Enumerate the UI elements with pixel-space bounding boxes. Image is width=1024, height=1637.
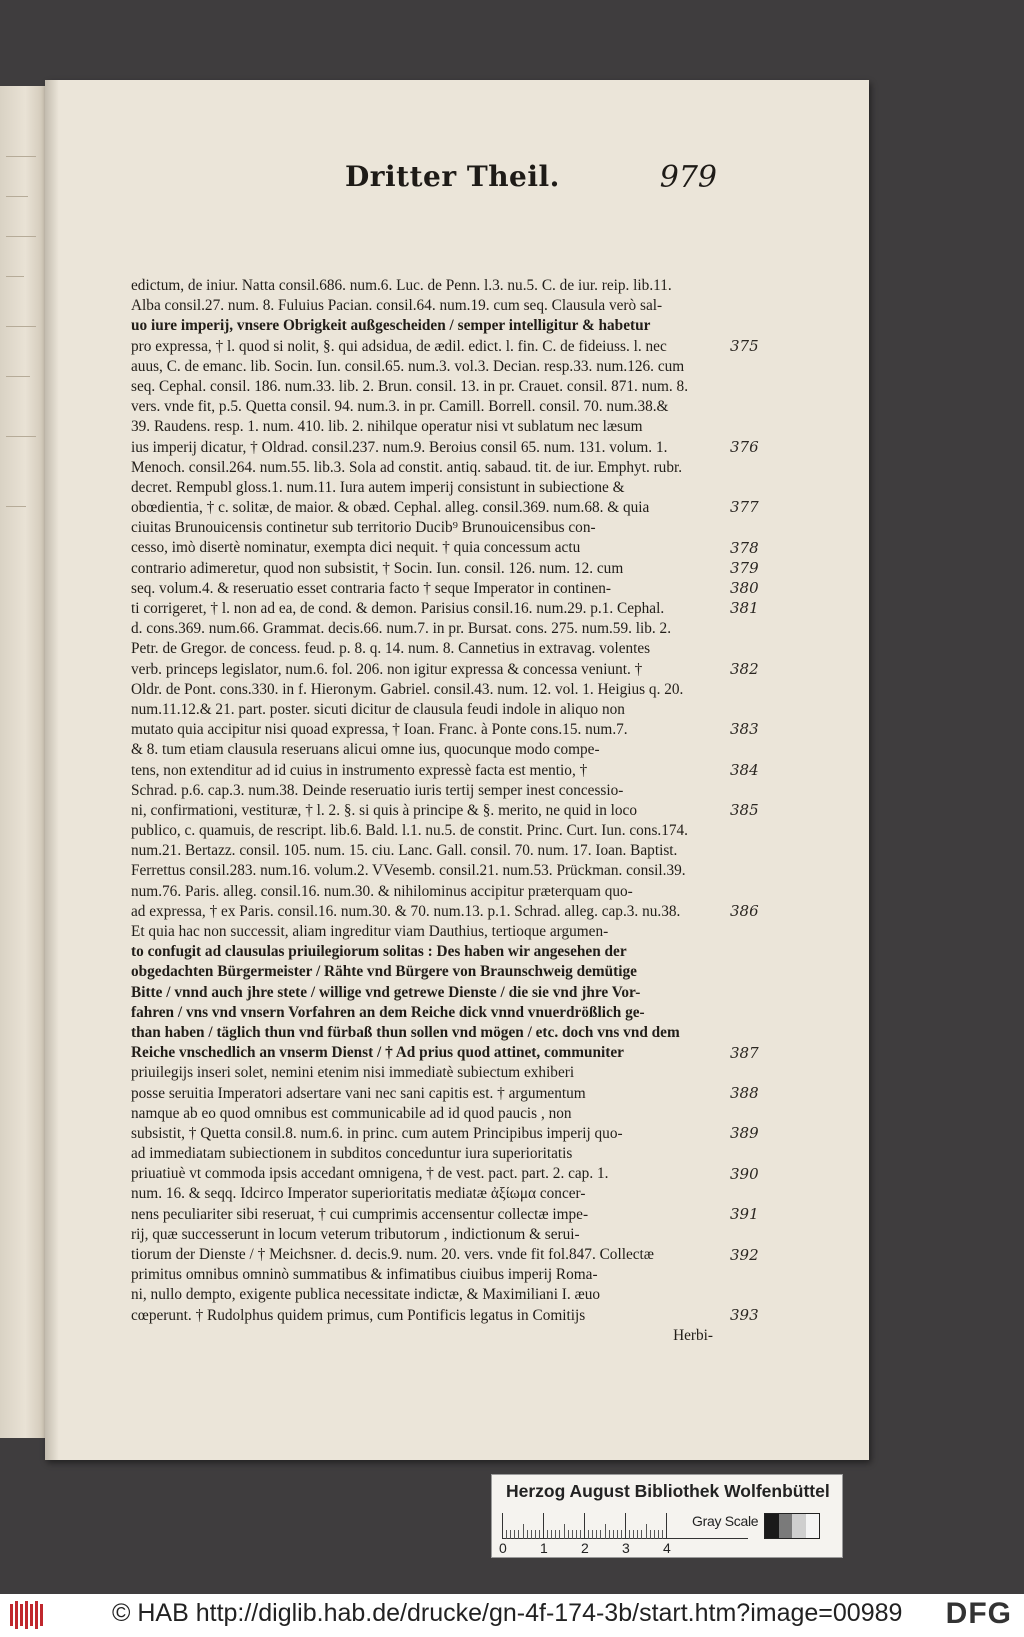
- catchword: Herbi-: [673, 1326, 713, 1344]
- gray-swatch: [792, 1514, 806, 1538]
- text-line: nens peculiariter sibi reseruat, † cui cumprimis accensentur collectæ impe-: [131, 1205, 589, 1223]
- ruler-minor-tick: [596, 1530, 597, 1539]
- text-line: mutato quia accipitur nisi quoad expressa, † Ioan. Franc. à Ponte cons.15. num.7.: [131, 721, 628, 739]
- text-line: Petr. de Gregor. de concess. feud. p. 8. q. 14. num. 8. Cannetius in extravag. volentes: [131, 640, 651, 658]
- margin-number: 384: [730, 760, 759, 779]
- ruler-minor-tick: [555, 1530, 556, 1539]
- left-page-text-fragment: [6, 436, 36, 437]
- gray-scale-label: Gray Scale: [692, 1513, 759, 1529]
- ruler-major-tick: [666, 1513, 667, 1539]
- ruler-major-tick: [502, 1513, 503, 1539]
- margin-number: 392: [730, 1245, 759, 1264]
- text-line: d. cons.369. num.66. Grammat. decis.66. num.7. in pr. Bursat. cons. 275. num.59. lib. 2.: [131, 620, 672, 638]
- ruler-minor-tick: [527, 1530, 528, 1539]
- gray-scale-bar: [764, 1513, 820, 1539]
- margin-number: 383: [730, 720, 759, 739]
- left-page-text-fragment: [6, 506, 26, 507]
- library-name: Herzog August Bibliothek Wolfenbüttel: [506, 1481, 830, 1501]
- text-line: primitus omnibus omninò summatibus & infimatibus ciuibus imperij Roma-: [131, 1266, 598, 1284]
- ruler-minor-tick: [514, 1530, 515, 1539]
- text-line: ni, nullo dempto, exigente publica necessitate indictæ, & Maximiliani I. æuo: [131, 1286, 601, 1304]
- text-line: vers. vnde fit, p.5. Quetta consil. 94. num.3. in pr. Camill. Borrell. consil. 70. num.38.&: [131, 398, 669, 416]
- text-line: auus, C. de emanc. lib. Socin. Iun. consil.65. num.3. vol.3. Decian. resp.33. num.126. cum: [131, 357, 685, 375]
- text-line: posse seruitia Imperatori adsertare vani nec sani capitis est. † argumentum: [131, 1084, 586, 1102]
- ruler-minor-tick: [613, 1530, 614, 1539]
- ruler-minor-tick: [646, 1524, 647, 1539]
- text-line: ciuitas Brunouicensis continetur sub territorio Ducib⁹ Brunouicensibus con-: [131, 519, 596, 537]
- ruler-major-tick: [543, 1513, 544, 1539]
- ruler-minor-tick: [600, 1530, 601, 1539]
- ruler-minor-tick: [633, 1530, 634, 1539]
- text-line: namque ab eo quod omnibus est communicabile ad id quod paucis , non: [131, 1104, 572, 1122]
- ruler-minor-tick: [621, 1530, 622, 1539]
- text-line: Bitte / vnnd auch jhre stete / willige vnd getrewe Dienste / die sie vnd jhre Vor-: [131, 983, 641, 1001]
- margin-number: 375: [730, 336, 759, 355]
- ruler-minor-tick: [592, 1530, 593, 1539]
- text-line: tens, non extenditur ad id cuius in instrumento expressè facta est mentio, †: [131, 761, 588, 779]
- ruler-minor-tick: [547, 1530, 548, 1539]
- margin-number: 389: [730, 1124, 759, 1143]
- text-line: cesso, imò disertè nominatur, exempta dici nequit. † quia concessum actu: [131, 539, 581, 557]
- text-line: rij, quæ successerunt in locum veterum tributorum , indictionum & serui-: [131, 1225, 580, 1243]
- text-line: Alba consil.27. num. 8. Fuluius Pacian. consil.64. num.19. cum seq. Clausula verò sal-: [131, 297, 663, 315]
- margin-number: 376: [730, 437, 759, 456]
- book-page: [45, 80, 869, 1460]
- ruler-minor-tick: [609, 1530, 610, 1539]
- text-line: to confugit ad clausulas priuilegiorum solitas : Des haben wir angesehen der: [131, 943, 627, 961]
- text-line: verb. princeps legislator, num.6. fol. 206. non igitur expressa & concessa veniunt. †: [131, 660, 643, 678]
- gray-swatch: [765, 1514, 779, 1538]
- ruler-number: 2: [581, 1540, 589, 1556]
- margin-number: 381: [730, 599, 759, 618]
- ruler-minor-tick: [654, 1530, 655, 1539]
- ruler-minor-tick: [658, 1530, 659, 1539]
- text-line: ius imperij dicatur, † Oldrad. consil.237. num.9. Beroius consil 65. num. 131. volum. 1.: [131, 438, 668, 456]
- hab-logo-icon: [8, 1598, 48, 1632]
- text-block: [131, 276, 713, 1346]
- text-line: cœperunt. † Rudolphus quidem primus, cum Pontificis legatus in Comitijs: [131, 1306, 586, 1324]
- text-line: ad expressa, † ex Paris. consil.16. num.30. & 70. num.13. p.1. Schrad. alleg. cap.3. nu.38.: [131, 902, 681, 920]
- ruler-minor-tick: [572, 1530, 573, 1539]
- text-line: Ferrettus consil.283. num.16. volum.2. VVesemb. consil.21. num.53. Prückman. consil.39.: [131, 862, 686, 880]
- left-page-text-fragment: [6, 236, 36, 237]
- color-card: [491, 1474, 843, 1558]
- text-line: Menoch. consil.264. num.55. lib.3. Sola ad constit. antiq. sabaud. tit. de iur. Emphyt. rubr.: [131, 458, 683, 476]
- text-line: ni, confirmationi, vestituræ, † l. 2. §. si quis à principe & §. merito, ne quid in loco: [131, 801, 637, 819]
- page-title: Dritter Theil.: [345, 160, 560, 193]
- ruler-major-tick: [625, 1513, 626, 1539]
- page-number: 979: [659, 160, 717, 195]
- text-line: edictum, de iniur. Natta consil.686. num.6. Luc. de Penn. l.3. nu.5. C. de iur. reip. lib.11.: [131, 277, 672, 294]
- margin-number: 380: [730, 579, 759, 597]
- ruler-minor-tick: [576, 1530, 577, 1539]
- gray-swatch: [779, 1514, 793, 1538]
- margin-number: 388: [730, 1084, 759, 1102]
- ruler-minor-tick: [662, 1530, 663, 1539]
- text-line: decret. Rempubl gloss.1. num.11. Iura autem imperij consistunt in subiectione &: [131, 478, 625, 496]
- ruler-minor-tick: [564, 1524, 565, 1539]
- text-line: num.21. Bertazz. consil. 105. num. 15. ciu. Lanc. Gall. consil. 70. num. 17. Ioan. Baptist.: [131, 842, 678, 860]
- ruler-minor-tick: [510, 1530, 511, 1539]
- left-page-text-fragment: [6, 326, 36, 327]
- margin-number: 378: [730, 538, 759, 557]
- ruler-number: 4: [663, 1540, 671, 1556]
- left-page-edge: [0, 86, 46, 1438]
- ruler-minor-tick: [580, 1530, 581, 1539]
- text-line: seq. Cephal. consil. 186. num.33. lib. 2. Brun. consil. 13. in pr. Crauet. consil. 871. num. 8.: [131, 377, 689, 395]
- text-line: Et quia hac non successit, aliam ingreditur viam Dauthius, tertioque argumen-: [131, 923, 609, 940]
- ruler-minor-tick: [531, 1530, 532, 1539]
- text-line: Reiche vnschedlich an vnserm Dienst / † Ad prius quod attinet, communiter: [131, 1044, 624, 1062]
- text-line: pro expressa, † l. quod si nolit, §. qui adsidua, de ædil. edict. l. fin. C. de fideiuss. l. nec: [131, 337, 667, 355]
- margin-number: 390: [730, 1164, 759, 1183]
- text-line: obœdientia, † c. solitæ, de maior. & obæd. Cephal. alleg. consil.369. num.68. & quia: [131, 499, 650, 517]
- ruler-minor-tick: [551, 1530, 552, 1539]
- text-line: ti corrigeret, † l. non ad ea, de cond. & demon. Parisius consil.16. num.29. p.1. Cephal.: [131, 600, 665, 617]
- text-line: Oldr. de Pont. cons.330. in f. Hieronym. Gabriel. consil.43. num. 12. vol. 1. Heigius q. 20.: [131, 680, 684, 698]
- dfg-logo: DFG: [945, 1597, 1012, 1630]
- text-line: obgedachten Bürgermeister / Rähte vnd Bürgere von Braunschweig demütige: [131, 963, 637, 981]
- ruler-minor-tick: [506, 1530, 507, 1539]
- text-line: uo iure imperij, vnsere Obrigkeit außgescheiden / semper intelligitur & habetur: [131, 317, 651, 335]
- ruler-minor-tick: [568, 1530, 569, 1539]
- margin-number: 387: [730, 1043, 759, 1062]
- text-line: publico, c. quamuis, de rescript. lib.6. Bald. l.1. nu.5. de constit. Princ. Curt. Iun. cons.174.: [131, 822, 688, 840]
- ruler-minor-tick: [588, 1530, 589, 1539]
- ruler-number: 1: [540, 1540, 548, 1556]
- ruler-minor-tick: [637, 1530, 638, 1539]
- ruler-minor-tick: [605, 1524, 606, 1539]
- text-line: seq. volum.4. & reseruatio esset contraria facto † seque Imperator in continen-: [131, 579, 611, 597]
- text-line: priuilegijs inseri solet, nemini etenim nisi immediatè subiectum exhiberi: [131, 1064, 575, 1082]
- running-head: [345, 160, 725, 206]
- left-page-text-fragment: [6, 276, 24, 277]
- text-line: tiorum der Dienste / † Meichsner. d. decis.9. num. 20. vers. vnde fit fol.847. Collectæ: [131, 1246, 654, 1263]
- ruler-minor-tick: [523, 1524, 524, 1539]
- margin-number: 393: [730, 1306, 759, 1325]
- ruler-minor-tick: [650, 1530, 651, 1539]
- gray-swatch: [806, 1514, 820, 1538]
- left-page-text-fragment: [6, 376, 30, 377]
- ruler-major-tick: [584, 1513, 585, 1539]
- text-line: ad immediatam subiectionem in subditos conceduntur iura superioritatis: [131, 1145, 573, 1163]
- text-line: num.76. Paris. alleg. consil.16. num.30. & nihilominus accipitur præterquam quo-: [131, 882, 633, 900]
- ruler-minor-tick: [539, 1530, 540, 1539]
- text-line: than haben / täglich thun vnd fürbaß thun sollen vnd mögen / etc. doch vns vnd dem: [131, 1023, 680, 1041]
- margin-number: 391: [730, 1205, 759, 1224]
- footer-link[interactable]: © HAB http://diglib.hab.de/drucke/gn-4f-174-3b/start.htm?image=00989: [112, 1599, 903, 1627]
- margin-number: 386: [730, 902, 759, 921]
- text-line: contrario adimeretur, quod non subsistit, † Socin. Iun. consil. 126. num. 12. cum: [131, 559, 624, 577]
- left-page-text-fragment: [6, 196, 28, 197]
- ruler-minor-tick: [641, 1530, 642, 1539]
- ruler-minor-tick: [617, 1530, 618, 1539]
- ruler-minor-tick: [518, 1530, 519, 1539]
- text-line: subsistit, † Quetta consil.8. num.6. in princ. cum autem Principibus imperij quo-: [131, 1124, 623, 1142]
- ruler-minor-tick: [629, 1530, 630, 1539]
- text-line: num. 16. & seqq. Idcirco Imperator superioritatis mediatæ ἀξίωμα concer-: [131, 1185, 586, 1203]
- ruler-number: 3: [622, 1540, 630, 1556]
- left-page-text-fragment: [6, 156, 36, 157]
- ruler-number: 0: [499, 1540, 507, 1556]
- footer-bar: [0, 1594, 1024, 1637]
- margin-number: 379: [730, 558, 759, 577]
- ruler-minor-tick: [535, 1530, 536, 1539]
- margin-number: 377: [730, 498, 759, 517]
- ruler-minor-tick: [559, 1530, 560, 1539]
- margin-number: 382: [730, 659, 759, 678]
- text-line: priuatiuè vt commoda ipsis accedant omnigena, † de vest. pact. part. 2. cap. 1.: [131, 1165, 609, 1183]
- margin-number: 385: [730, 801, 759, 820]
- text-line: num.11.12.& 21. part. poster. sicuti dicitur de clausula feudi indole in aliquo non: [131, 700, 625, 718]
- text-line: & 8. tum etiam clausula reseruans alicui omne ius, quocunque modo compe-: [131, 741, 600, 759]
- text-line: fahren / vns vnd vnsern Vorfahren an dem Reiche dick vnnd vnuerdrößlich ge-: [131, 1003, 645, 1021]
- text-line: 39. Raudens. resp. 1. num. 410. lib. 2. nihilque operatur nisi vt sublatum nec læsum: [131, 418, 643, 436]
- text-line: Schrad. p.6. cap.3. num.38. Deinde reseruatio iuris tertij semper inest concessio-: [131, 781, 624, 799]
